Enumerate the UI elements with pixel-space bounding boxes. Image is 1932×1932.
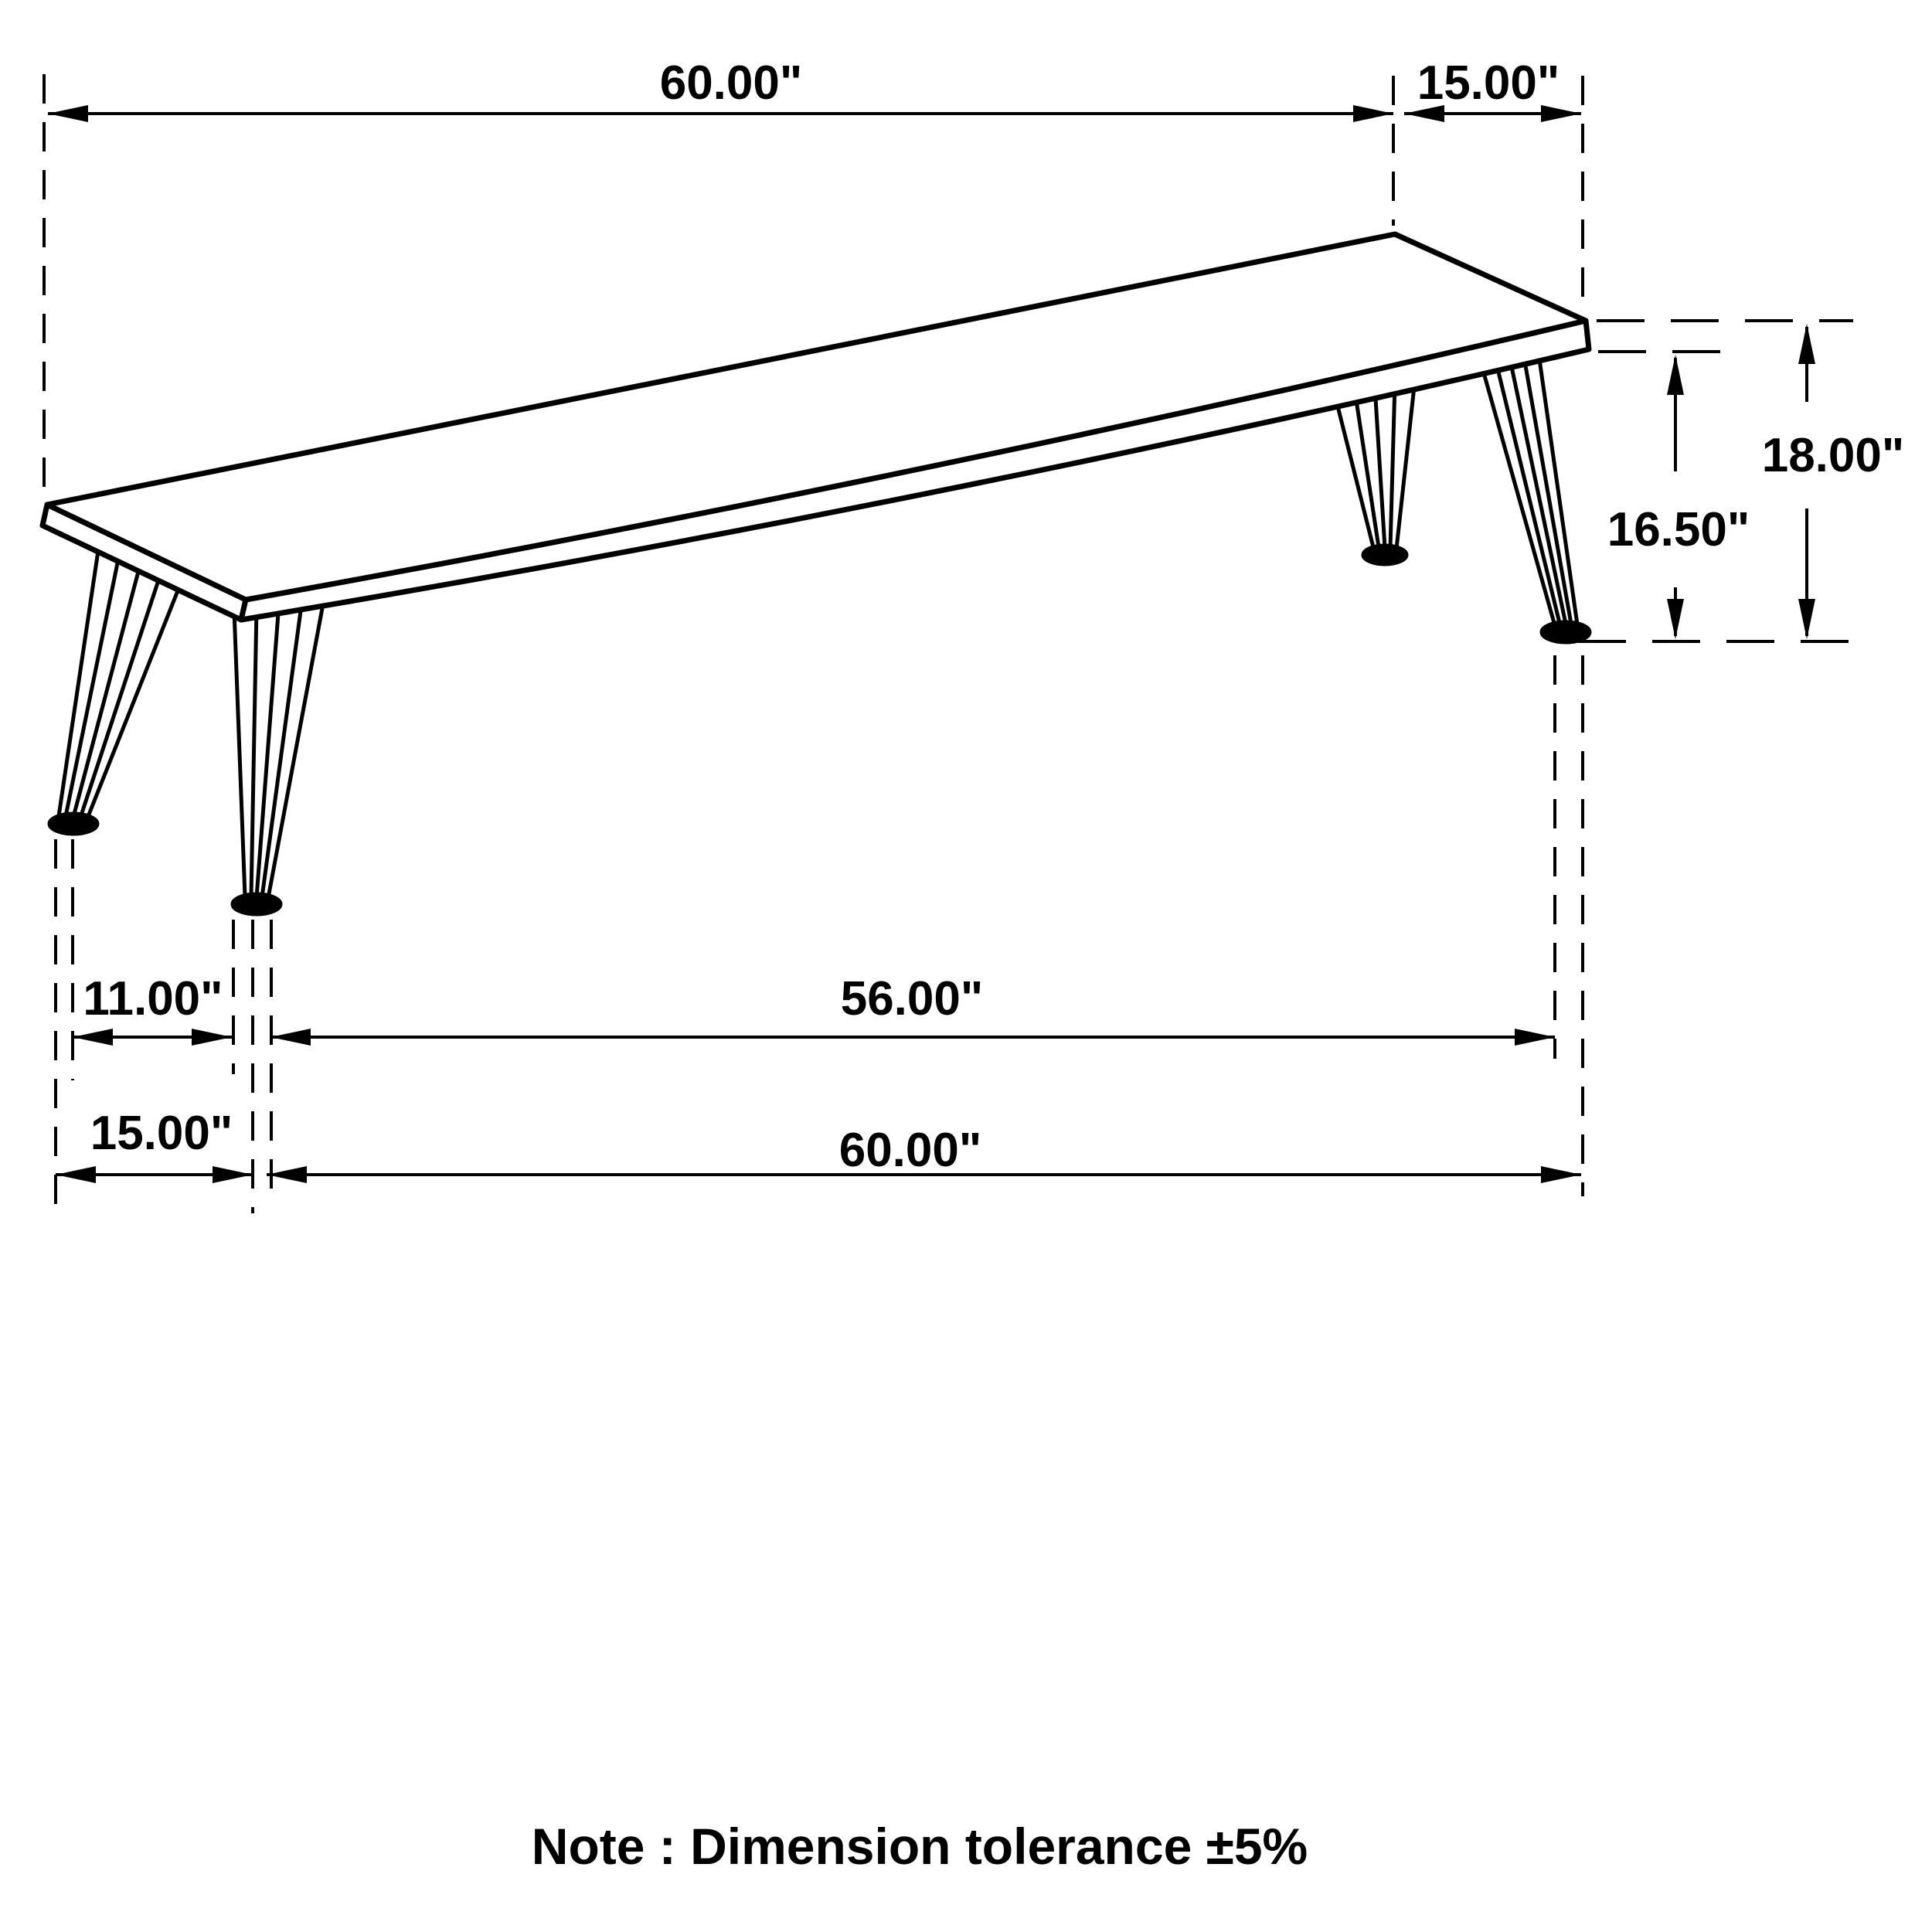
dim-label-bottom-depth: 15.00": [90, 1107, 233, 1160]
dim-label-left-feet-gap: 11.00": [83, 972, 223, 1026]
dim-label-rear-feet-span: 56.00": [840, 972, 984, 1026]
dim-label-overall-height: 18.00": [1761, 429, 1905, 482]
bench-foot-near-right: [1541, 621, 1590, 643]
dim-label-bottom-length: 60.00": [838, 1124, 982, 1177]
dim-label-top-depth: 15.00": [1417, 56, 1560, 110]
dim-label-underside-height: 16.50": [1607, 503, 1750, 556]
bench-foot-far-left: [49, 813, 98, 835]
bench-foot-far-right: [1362, 545, 1407, 565]
dim-label-top-length: 60.00": [659, 56, 803, 110]
bench-foot-near-left: [232, 893, 281, 915]
note-text: Note : Dimension tolerance ±5%: [531, 1818, 1308, 1875]
